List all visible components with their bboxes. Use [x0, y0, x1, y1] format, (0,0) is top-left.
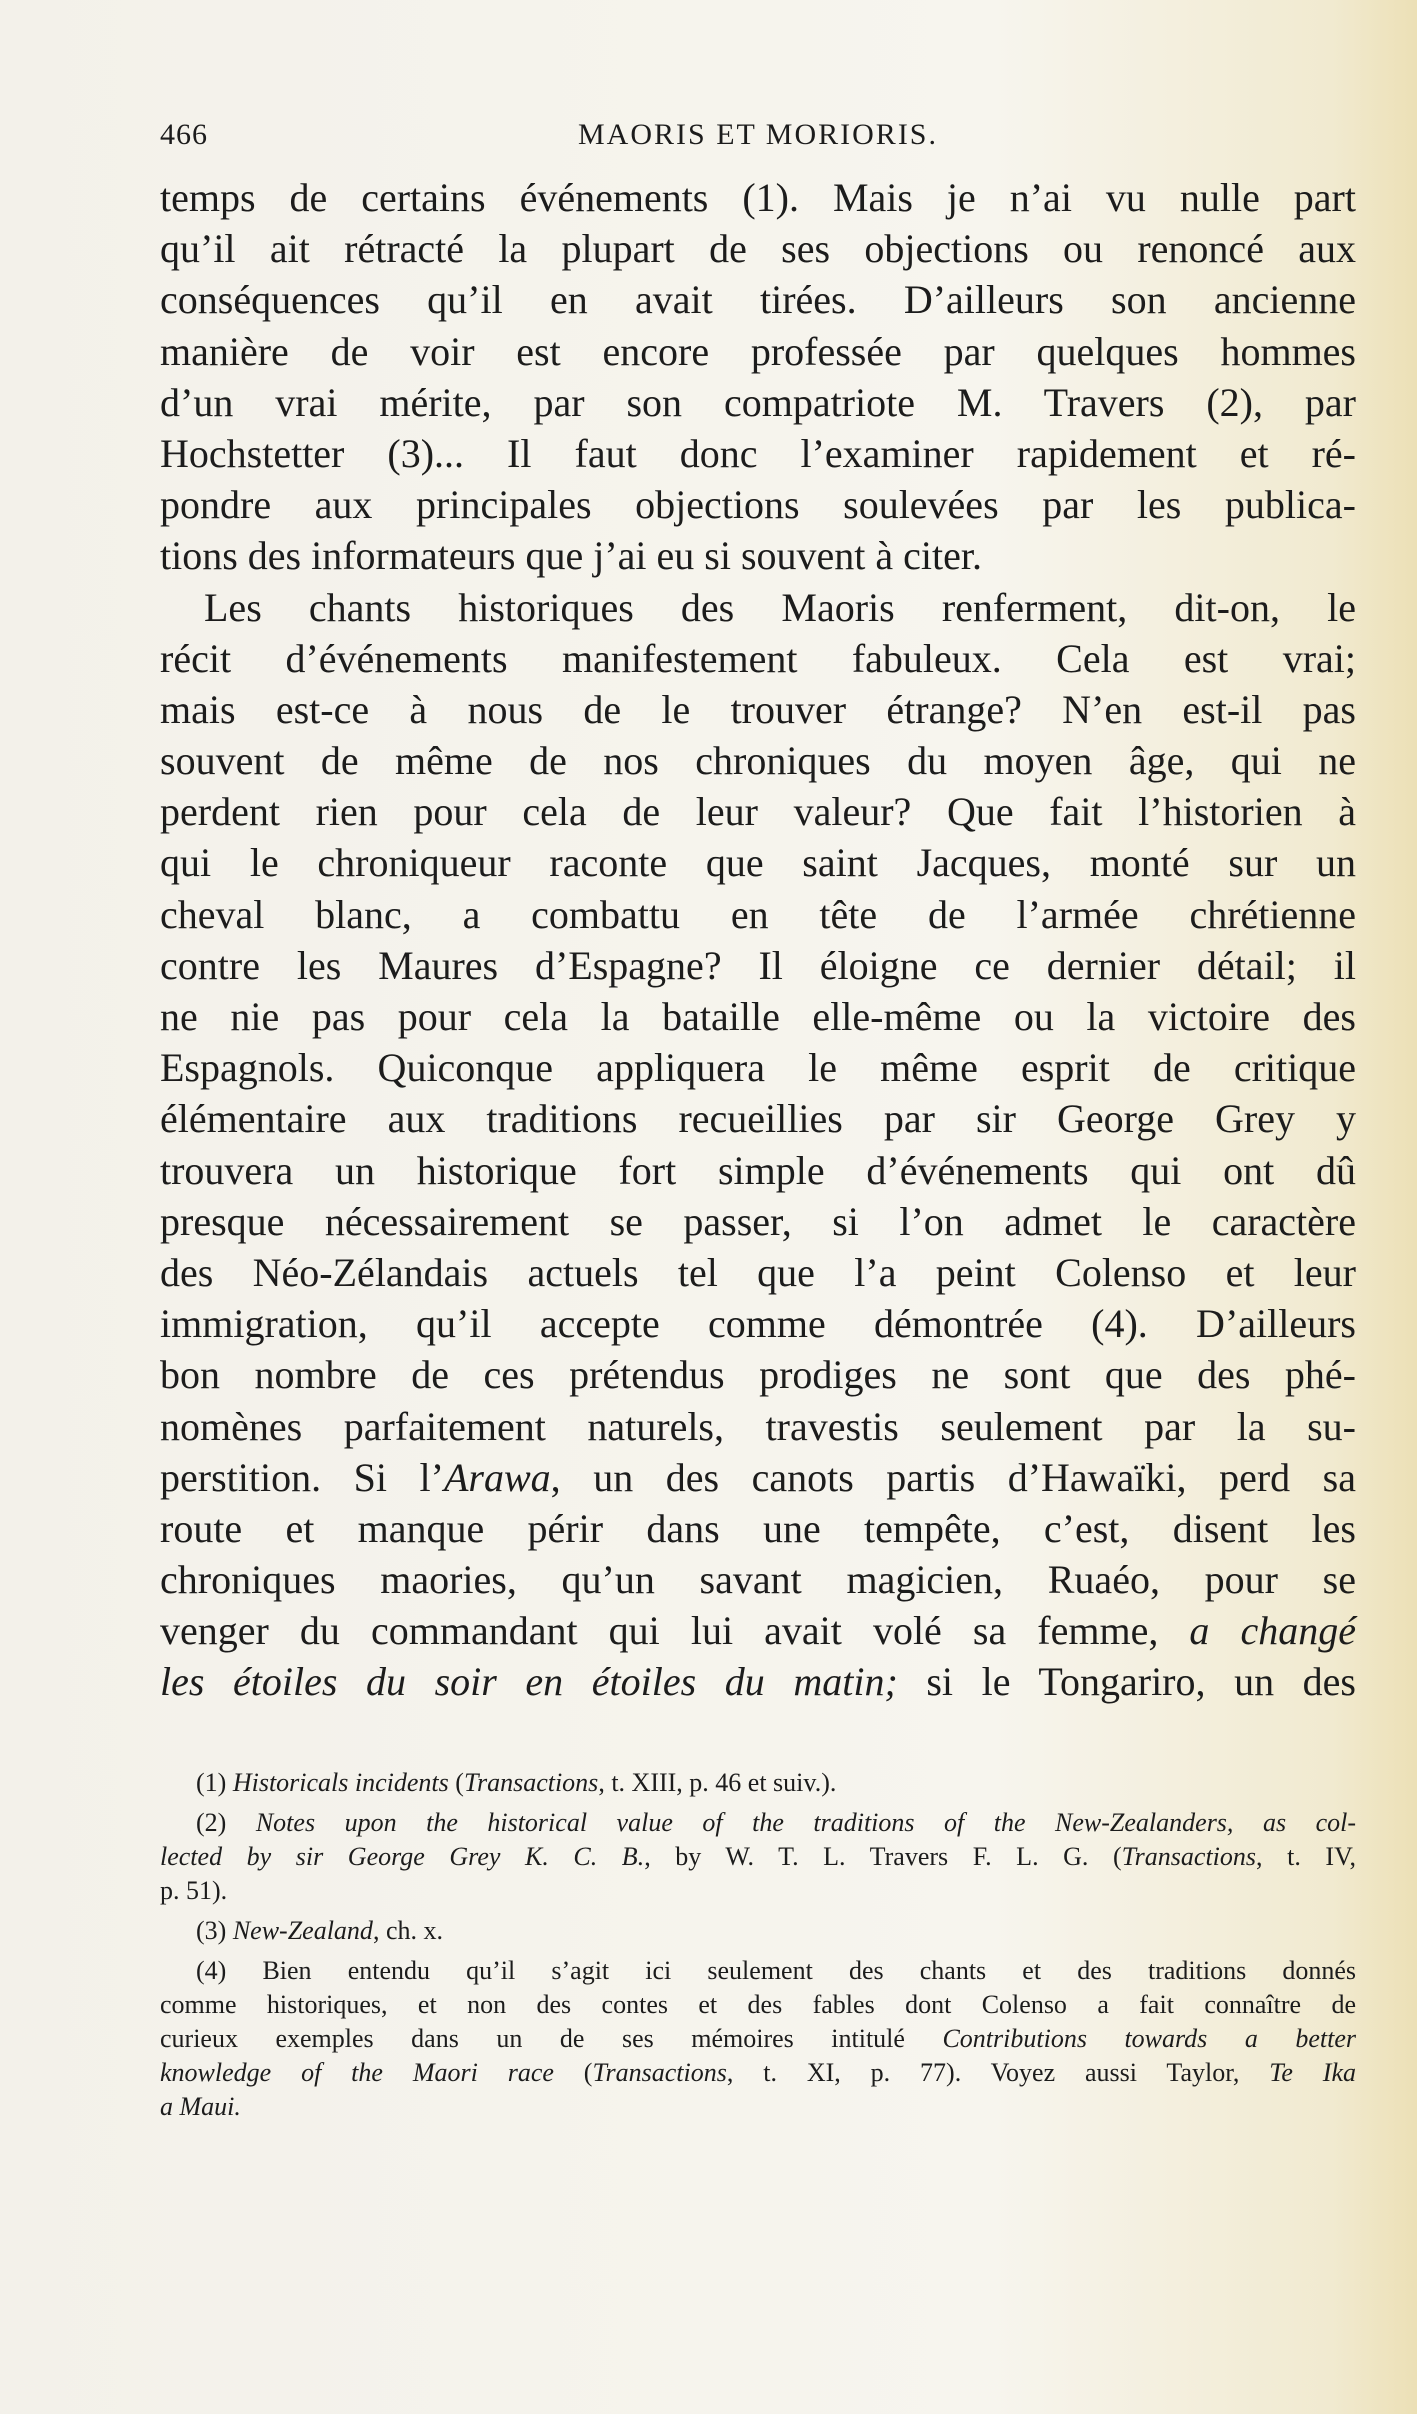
text-segment: , t. XI, p. 77). Voyez aussi Taylor, — [726, 2058, 1270, 2087]
page-number: 466 — [160, 118, 208, 151]
footnote-4-cont — [160, 2022, 1356, 2056]
text-line: perdent rien pour cela de leur valeur? Que fait l’historien à — [160, 789, 1356, 835]
italic-phrase: a Maui. — [160, 2092, 241, 2121]
text-line: qui le chroniqueur raconte que saint Jacques, monté sur un — [160, 840, 1356, 886]
footnote-2 — [160, 1806, 1356, 1840]
footnote-marker: (1) — [196, 1768, 233, 1797]
text-line: presque nécessairement se passer, si l’on admet le caractère — [160, 1198, 1356, 1244]
text-line: récit d’événements manifestement fabuleux. Cela est vrai; — [160, 635, 1356, 681]
footnote-1 — [160, 1766, 1356, 1800]
text-line: des Néo-Zélandais actuels tel que l’a peint Colenso et leur — [160, 1249, 1356, 1295]
text-line: souvent de même de nos chroniques du moyen âge, qui ne — [160, 738, 1356, 784]
ship-name: Arawa — [443, 1454, 551, 1500]
italic-phrase: a changé — [1189, 1608, 1357, 1654]
text-line: d’un vrai mérite, par son compatriote M. Travers (2), par — [160, 379, 1356, 425]
text-segment: , ch. x. — [372, 1916, 443, 1945]
footnote-3 — [160, 1914, 1356, 1948]
text-segment: venger du commandant qui lui avait volé sa femme, — [160, 1608, 1190, 1654]
text-line: Espagnols. Quiconque appliquera le même esprit de critique — [160, 1045, 1356, 1091]
text-segment: , un des canots partis d’Hawaïki, perd sa — [550, 1454, 1356, 1500]
text-segment: si le Tongariro, un des — [897, 1659, 1356, 1705]
text-segment: , by W. T. L. Travers F. L. G. ( — [644, 1842, 1122, 1871]
text-line: cheval blanc, a combattu en tête de l’armée chrétienne — [160, 891, 1356, 937]
page-header — [160, 118, 1356, 158]
text-line: contre les Maures d’Espagne? Il éloigne ce dernier détail; il — [160, 942, 1356, 988]
text-segment: curieux exemples dans un de ses mémoires intitulé — [160, 2024, 943, 2053]
text-line: route et manque périr dans une tempête, c’est, disent les — [160, 1505, 1356, 1551]
text-segment: , t. XIII, p. 46 et suiv.). — [598, 1768, 837, 1797]
text-line: chroniques maories, qu’un savant magicien, Ruaéo, pour se — [160, 1557, 1356, 1603]
italic-phrase: Notes upon the historical value of the traditions of the New-Zealanders, as col- — [255, 1808, 1356, 1837]
footnote-4-end — [160, 2090, 1356, 2124]
text-segment: perstition. Si l’ — [160, 1454, 444, 1500]
text-segment: ( — [553, 2058, 593, 2087]
footnote-2-cont — [160, 1840, 1356, 1874]
text-line: trouvera un historique fort simple d’événements qui ont dû — [160, 1147, 1356, 1193]
text-line: qu’il ait rétracté la plupart de ses objections ou renoncé aux — [160, 226, 1356, 272]
footnote-4-cont — [160, 2056, 1356, 2090]
text-line — [160, 1452, 1356, 1503]
italic-phrase: lected by sir George Grey K. C. B. — [160, 1842, 645, 1871]
text-line — [160, 1656, 1356, 1707]
text-line: manière de voir est encore professée par quelques hommes — [160, 328, 1356, 374]
text-line: Les chants historiques des Maoris renferment, dit-on, le — [204, 584, 1356, 630]
text-line: nomènes parfaitement naturels, travestis seulement par la su- — [160, 1403, 1356, 1449]
text-line: mais est-ce à nous de le trouver étrange? N’en est-il pas — [160, 686, 1356, 732]
text-line: temps de certains événements (1). Mais je n’ai vu nulle part — [160, 175, 1356, 220]
text-segment: , t. IV, — [1256, 1842, 1356, 1871]
text-line: conséquences qu’il en avait tirées. D’ailleurs son ancienne — [160, 277, 1356, 323]
running-title: MAORIS ET MORIORIS. — [578, 118, 938, 151]
text-line: ne nie pas pour cela la bataille elle-même ou la victoire des — [160, 994, 1356, 1039]
italic-phrase: Transactions — [463, 1768, 599, 1797]
text-line: bon nombre de ces prétendus prodiges ne sont que des phé- — [160, 1352, 1356, 1398]
italic-phrase: Historicals incidents — [232, 1768, 449, 1797]
text-line: élémentaire aux traditions recueillies par sir George Grey y — [160, 1096, 1356, 1142]
body-text — [160, 172, 1356, 1708]
text-line — [160, 1605, 1356, 1656]
italic-phrase: Transactions — [1121, 1842, 1257, 1871]
footnote-4-cont: comme historiques, et non des contes et des fables dont Colenso a fait connaître de — [160, 1990, 1356, 2019]
italic-phrase: knowledge of the Maori race — [160, 2058, 554, 2087]
italic-phrase: New-Zealand — [232, 1916, 373, 1945]
footnote-2-end: p. 51). — [160, 1876, 228, 1905]
italic-phrase: les étoiles du soir en étoiles du matin; — [160, 1659, 898, 1705]
text-segment: ( — [448, 1768, 464, 1797]
italic-phrase: Contributions towards a better — [942, 2024, 1356, 2053]
footnote-marker: (2) — [196, 1808, 256, 1837]
text-line: pondre aux principales objections soulevées par les publica- — [160, 482, 1356, 528]
italic-phrase: Transactions — [592, 2058, 727, 2087]
text-line: immigration, qu’il accepte comme démontrée (4). D’ailleurs — [160, 1301, 1356, 1347]
footnote-marker: (3) — [196, 1916, 233, 1945]
footnote-4: (4) Bien entendu qu’il s’agit ici seulement des chants et des traditions donnés — [196, 1956, 1356, 1985]
italic-phrase: Te Ika — [1269, 2058, 1356, 2087]
text-line: Hochstetter (3)... Il faut donc l’examiner rapidement et ré- — [160, 430, 1356, 476]
footnotes — [160, 1766, 1356, 2124]
text-line: tions des informateurs que j’ai eu si souvent à citer. — [160, 533, 983, 579]
